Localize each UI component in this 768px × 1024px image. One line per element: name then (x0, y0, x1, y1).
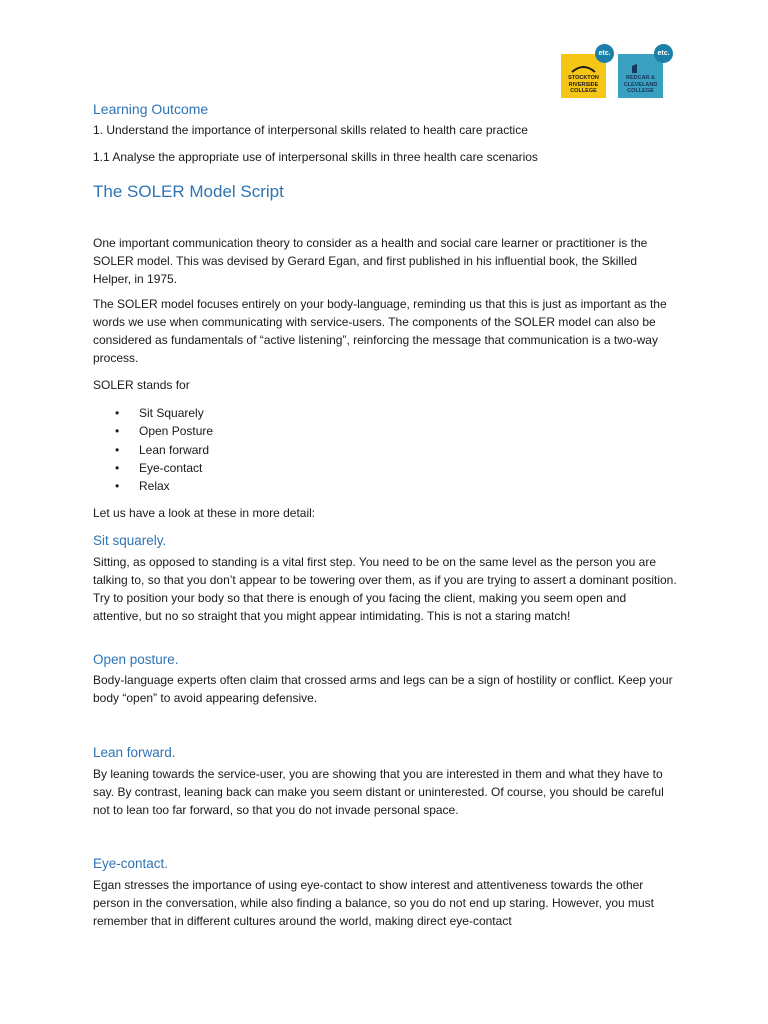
soler-paragraph: The SOLER model focuses entirely on your body-language, reminding us that this is just as important as the words we use when communicating with service-users. The components of the SOLER model can also be considered as fundamentals of “active listening”, reinforcing the message that communication is a two-way process. (93, 297, 667, 365)
learning-outcome-heading: Learning Outcome (93, 101, 209, 117)
list-item-label: Sit Squarely (139, 406, 204, 420)
building-icon (628, 64, 653, 73)
soler-stands-for: SOLER stands for (93, 378, 190, 392)
bullet-icon: • (115, 460, 120, 475)
stockton-etc-badge: etc. (595, 44, 614, 63)
list-item (93, 441, 678, 459)
bullet-icon: • (115, 424, 120, 439)
eye-contact-body: Egan stresses the importance of using eye-contact to show interest and attentiveness towards the other person in the conversation, while also finding a balance, so you do not end up staring. However, you must remember that in different cultures around the world, making direct eye-contact (93, 878, 655, 928)
open-posture-body: Body-language experts often claim that crossed arms and legs can be a sign of hostility or conflict. Keep your body “open” to avoid appearing defensive. (93, 673, 673, 705)
list-item (93, 459, 678, 477)
list-item (93, 404, 678, 422)
sit-squarely-body: Sitting, as opposed to standing is a vital first step. You need to be on the same level as the person you are talking to, so that you don’t appear to be towering over them, as if you are trying to assert a dominant position. Try to position your body so that there is enough of you facing the client, making you seem open and attentive, but no so straight that you might appear intimidating. This is not a staring match! (93, 555, 677, 623)
sit-squarely-heading: Sit squarely. (93, 533, 167, 548)
detail-intro: Let us have a look at these in more detail: (93, 506, 316, 520)
learning-outcome-1: 1. Understand the importance of interpersonal skills related to health care practice (93, 123, 528, 137)
lean-forward-heading: Lean forward. (93, 745, 176, 760)
redcar-logo-text: REDCAR & CLEVELAND COLLEGE (623, 75, 658, 94)
bridge-arc-icon (571, 64, 596, 73)
intro-paragraph: One important communication theory to consider as a health and social care learner or practitioner is the SOLER model. This was devised by Gerard Egan, and first published in his influential book, the Skilled Helper, in 1975. (93, 236, 648, 286)
open-posture-heading: Open posture. (93, 652, 179, 667)
lean-forward-body: By leaning towards the service-user, you are showing that you are interested in them and what they have to say. By contrast, leaning back can make you seem distant or uninterested. Of course, you should be careful not to lean too far forward, so that you do not invade personal space. (93, 767, 664, 817)
college-logos (560, 44, 676, 100)
stockton-logo-text: STOCKTON RIVERSIDE COLLEGE (568, 75, 599, 94)
list-item-label: Lean forward (139, 442, 210, 457)
bullet-icon: • (115, 442, 120, 457)
soler-bullets (93, 404, 678, 495)
bullet-icon: • (115, 406, 120, 420)
redcar-etc-badge: etc. (654, 44, 673, 63)
learning-outcome-1-1: 1.1 Analyse the appropriate use of interpersonal skills in three health care scenarios (93, 150, 538, 164)
list-item-label: Relax (139, 479, 170, 494)
page-title: The SOLER Model Script (93, 182, 284, 201)
soler-list (93, 404, 678, 495)
list-item-label: Open Posture (139, 424, 214, 439)
list-item (93, 477, 678, 495)
list-item-label: Eye-contact (139, 460, 203, 475)
list-item (93, 422, 678, 440)
eye-contact-heading: Eye-contact. (93, 856, 169, 871)
bullet-icon: • (115, 479, 120, 494)
